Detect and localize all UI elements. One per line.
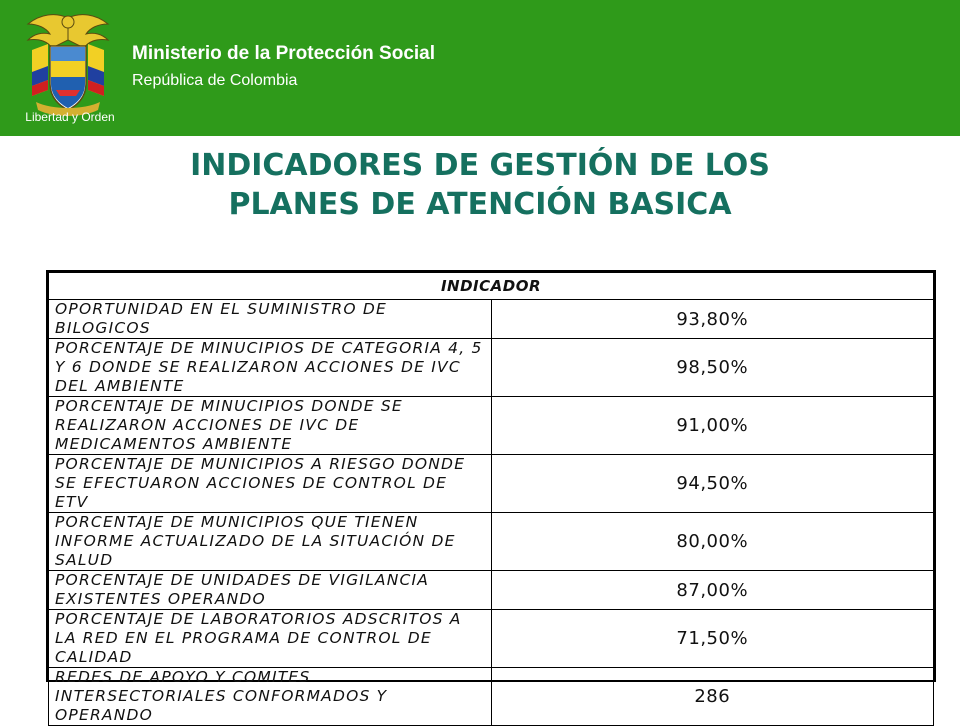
indicator-label: OPORTUNIDAD EN EL SUMINISTRO DE BILOGICOS (49, 300, 492, 339)
indicator-value: 286 (491, 668, 934, 726)
republic-name: República de Colombia (132, 72, 298, 89)
indicator-label: PORCENTAJE DE UNIDADES DE VIGILANCIA EXISTENTES OPERANDO (49, 571, 492, 610)
indicator-label: PORCENTAJE DE MUNICIPIOS A RIESGO DONDE SE EFECTUARON ACCIONES DE CONTROL DE ETV (49, 455, 492, 513)
header-banner (0, 0, 960, 136)
table-row (49, 397, 934, 455)
indicator-value: 94,50% (491, 455, 934, 513)
table-row (49, 339, 934, 397)
indicator-label: PORCENTAJE DE LABORATORIOS ADSCRITOS A LA RED EN EL PROGRAMA DE CONTROL DE CALIDAD (49, 610, 492, 668)
table-row (49, 455, 934, 513)
indicator-value: 71,50% (491, 610, 934, 668)
page-title (0, 146, 960, 224)
page-title-line-2: PLANES DE ATENCIÓN BASICA (228, 187, 732, 222)
indicator-label: PORCENTAJE DE MINUCIPIOS DONDE SE REALIZARON ACCIONES DE IVC DE MEDICAMENTOS AMBIENTE (49, 397, 492, 455)
table-row (49, 571, 934, 610)
table-header-indicador: INDICADOR (49, 273, 934, 300)
table-row (49, 513, 934, 571)
indicator-value: 93,80% (491, 300, 934, 339)
indicator-value: 87,00% (491, 571, 934, 610)
table-row (49, 668, 934, 726)
indicator-value: 80,00% (491, 513, 934, 571)
page-title-line-1: INDICADORES DE GESTIÓN DE LOS (190, 148, 770, 183)
table-row (49, 610, 934, 668)
indicator-label: PORCENTAJE DE MUNICIPIOS QUE TIENEN INFORME ACTUALIZADO DE LA SITUACIÓN DE SALUD (49, 513, 492, 571)
indicator-label: PORCENTAJE DE MINUCIPIOS DE CATEGORIA 4, 5 Y 6 DONDE SE REALIZARON ACCIONES DE IVC DEL AMBIENTE (49, 339, 492, 397)
indicator-value: 91,00% (491, 397, 934, 455)
indicators-table (46, 270, 936, 724)
indicator-value: 98,50% (491, 339, 934, 397)
table-row (49, 300, 934, 339)
motto-label: Libertad y Orden (25, 110, 115, 124)
indicator-label: REDES DE APOYO Y COMITES INTERSECTORIALES CONFORMADOS Y OPERANDO (49, 668, 492, 726)
ministry-name: Ministerio de la Protección Social (132, 43, 436, 64)
